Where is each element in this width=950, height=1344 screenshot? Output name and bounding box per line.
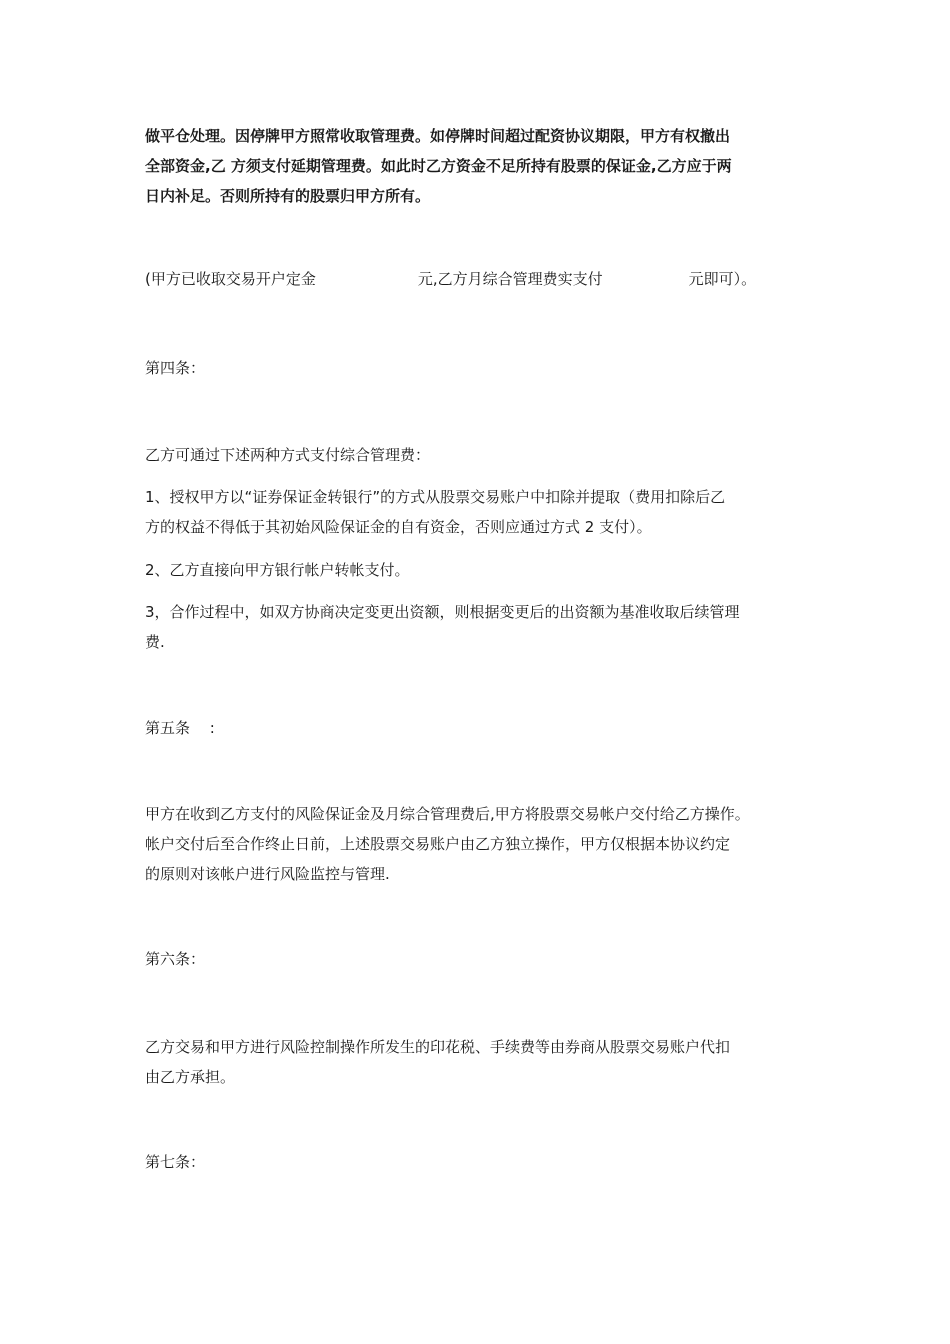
item-1-line-1: 1、授权甲方以“证券保证金转银行”的方式从股票交易账户中扣除并提取（费用扣除后乙 [145, 488, 726, 506]
intro-paragraph [145, 121, 815, 211]
intro-line-1: 做平仓处理。因停牌甲方照常收取管理费。如停牌时间超过配资协议期限，甲方有权撤出 [145, 127, 731, 145]
article-6-line-1: 乙方交易和甲方进行风险控制操作所发生的印花税、手续费等由券商从股票交易账户代扣 [145, 1038, 731, 1056]
article-5-line-3: 的原则对该帐户进行风险监控与管理. [145, 865, 390, 883]
intro-line-2: 全部资金,乙 方须支付延期管理费。如此时乙方资金不足所持有股票的保证金,乙方应于两 [145, 157, 732, 175]
article-4-item-2: 2、乙方直接向甲方银行帐户转帐支付。 [145, 561, 410, 579]
article-7-heading: 第七条： [145, 1153, 206, 1171]
item-3-line-1: 3，合作过程中，如双方协商决定变更出资额，则根据变更后的出资额为基准收取后续管理 [145, 603, 740, 621]
article-4-heading: 第四条： [145, 359, 206, 377]
article-6-body [145, 1032, 815, 1092]
article-5-line-1: 甲方在收到乙方支付的风险保证金及月综合管理费后,甲方将股票交易帐户交付给乙方操作。 [145, 805, 750, 823]
fee-note-part-1: (甲方已收取交易开户定金 [145, 270, 316, 288]
item-1-line-2: 方的权益不得低于其初始风险保证金的自有资金，否则应通过方式 2 支付）。 [145, 518, 652, 536]
intro-line-3: 日内补足。否则所持有的股票归甲方所有。 [145, 187, 431, 205]
article-4-intro: 乙方可通过下述两种方式支付综合管理费： [145, 446, 431, 464]
fee-note-part-2: 元,乙方月综合管理费实支付 [417, 270, 603, 288]
article-4-item-1 [145, 482, 815, 542]
article-4-item-3 [145, 597, 815, 657]
fee-note-paragraph [145, 264, 815, 294]
fee-note-part-3: 元即可）。 [688, 270, 757, 288]
article-6-line-2: 由乙方承担。 [145, 1068, 236, 1086]
article-5-line-2: 帐户交付后至合作终止日前，上述股票交易账户由乙方独立操作，甲方仅根据本协议约定 [145, 835, 731, 853]
item-3-line-2: 费. [145, 633, 165, 651]
article-5-body [145, 799, 815, 889]
article-6-heading: 第六条： [145, 950, 206, 968]
article-5-heading: 第五条 : [145, 719, 215, 737]
